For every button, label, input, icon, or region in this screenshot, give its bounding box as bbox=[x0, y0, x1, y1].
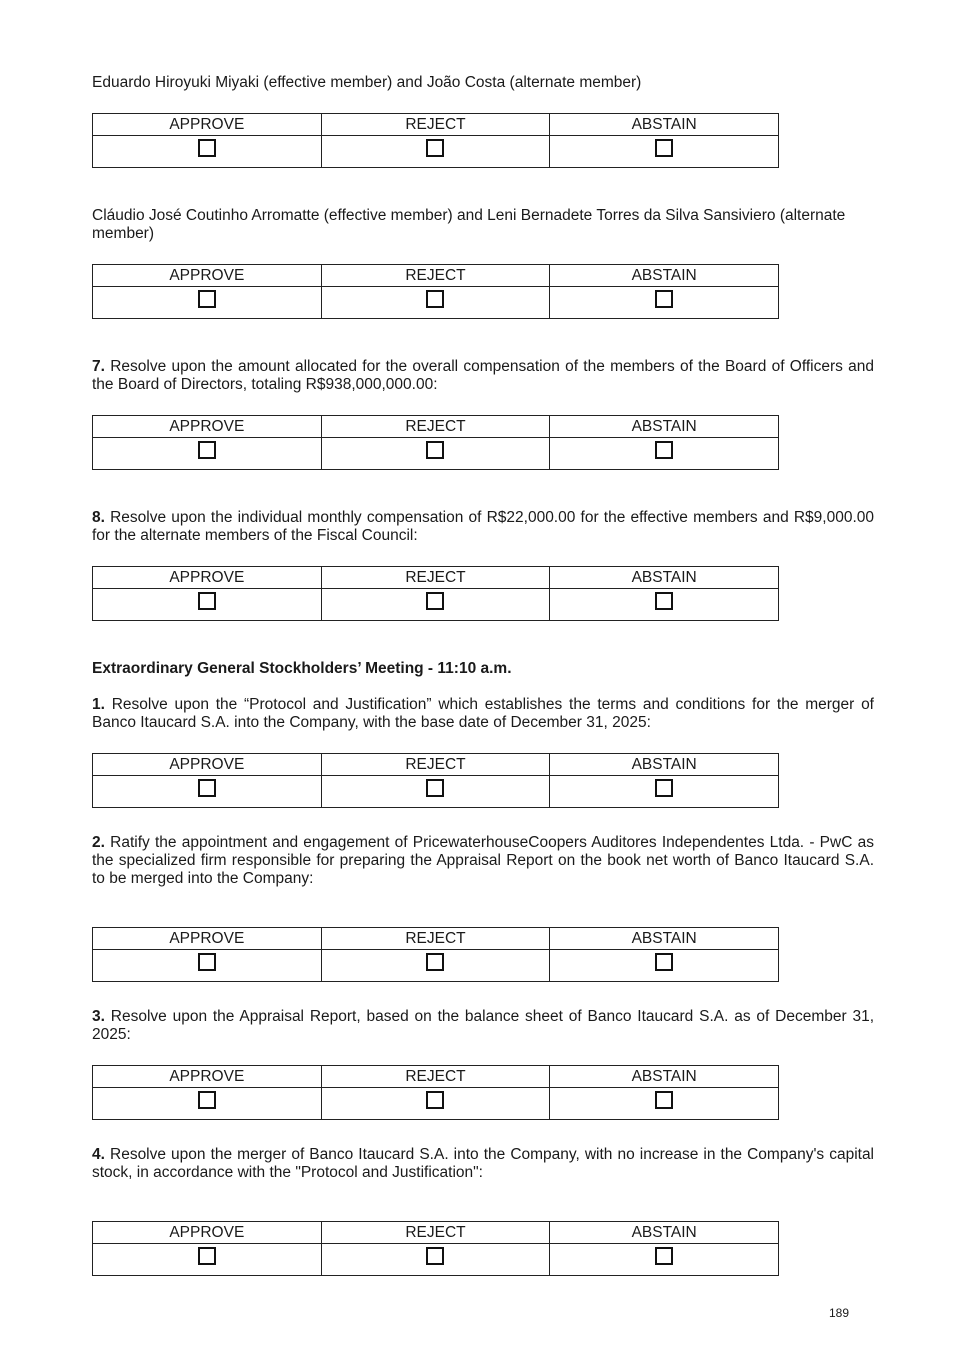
abstain-header: ABSTAIN bbox=[550, 567, 779, 589]
approve-header: APPROVE bbox=[93, 1066, 322, 1088]
resolution-text: 2. Ratify the appointment and engagement of PricewaterhouseCoopers Auditores Independentes Ltda. - PwC as the specialized firm responsible for preparing the Appraisal Report on the book net worth of Banco Itaucard S.A. to be merged into the Company: bbox=[92, 834, 874, 887]
reject-header: REJECT bbox=[321, 754, 550, 776]
resolution-text: Cláudio José Coutinho Arromatte (effective member) and Leni Bernadete Torres da Silva Sansiviero (alternate member) bbox=[92, 207, 846, 242]
vote-table bbox=[92, 927, 779, 982]
approve-header: APPROVE bbox=[93, 416, 322, 438]
resolution-text: 3. Resolve upon the Appraisal Report, based on the balance sheet of Banco Itaucard S.A. as of December 31, 2025: bbox=[92, 1008, 875, 1043]
reject-checkbox[interactable] bbox=[426, 779, 444, 797]
reject-checkbox[interactable] bbox=[426, 953, 444, 971]
abstain-checkbox[interactable] bbox=[655, 441, 673, 459]
resolution-text: 8. Resolve upon the individual monthly compensation of R$22,000.00 for the effective members and R$9,000.00 for the alternate members of the Fiscal Council: bbox=[92, 509, 875, 544]
abstain-header: ABSTAIN bbox=[550, 1222, 779, 1244]
vote-table bbox=[92, 1065, 779, 1120]
resolution-text: Eduardo Hiroyuki Miyaki (effective member) and João Costa (alternate member) bbox=[92, 74, 642, 91]
reject-header: REJECT bbox=[321, 416, 550, 438]
abstain-header: ABSTAIN bbox=[550, 416, 779, 438]
vote-table bbox=[92, 753, 779, 808]
reject-header: REJECT bbox=[321, 265, 550, 287]
vote-table bbox=[92, 415, 779, 470]
abstain-header: ABSTAIN bbox=[550, 754, 779, 776]
abstain-checkbox[interactable] bbox=[655, 1091, 673, 1109]
resolution-text: 1. Resolve upon the “Protocol and Justification” which establishes the terms and conditions for the merger of Banco Itaucard S.A. into the Company, with the base date of December 31, 2025: bbox=[92, 696, 874, 731]
approve-checkbox[interactable] bbox=[198, 1091, 216, 1109]
abstain-header: ABSTAIN bbox=[550, 265, 779, 287]
approve-header: APPROVE bbox=[93, 754, 322, 776]
reject-checkbox[interactable] bbox=[426, 592, 444, 610]
approve-header: APPROVE bbox=[93, 567, 322, 589]
resolution-text: 7. Resolve upon the amount allocated for the overall compensation of the members of the Board of Officers and the Board of Directors, totaling R$938,000,000.00: bbox=[92, 358, 874, 393]
resolution-text: 4. Resolve upon the merger of Banco Itaucard S.A. into the Company, with no increase in the Company's capital stock, in accordance with the "Protocol and Justification": bbox=[92, 1146, 875, 1181]
reject-header: REJECT bbox=[321, 567, 550, 589]
abstain-checkbox[interactable] bbox=[655, 779, 673, 797]
vote-table bbox=[92, 1221, 779, 1276]
abstain-checkbox[interactable] bbox=[655, 290, 673, 308]
reject-checkbox[interactable] bbox=[426, 1091, 444, 1109]
approve-checkbox[interactable] bbox=[198, 953, 216, 971]
approve-checkbox[interactable] bbox=[198, 592, 216, 610]
abstain-checkbox[interactable] bbox=[655, 953, 673, 971]
page-number: 189 bbox=[829, 1306, 850, 1320]
approve-checkbox[interactable] bbox=[198, 441, 216, 459]
approve-checkbox[interactable] bbox=[198, 1247, 216, 1265]
vote-table bbox=[92, 113, 779, 168]
abstain-header: ABSTAIN bbox=[550, 928, 779, 950]
reject-checkbox[interactable] bbox=[426, 441, 444, 459]
abstain-header: ABSTAIN bbox=[550, 1066, 779, 1088]
reject-header: REJECT bbox=[321, 1222, 550, 1244]
approve-checkbox[interactable] bbox=[198, 139, 216, 157]
reject-header: REJECT bbox=[321, 114, 550, 136]
approve-checkbox[interactable] bbox=[198, 290, 216, 308]
approve-header: APPROVE bbox=[93, 1222, 322, 1244]
abstain-checkbox[interactable] bbox=[655, 139, 673, 157]
reject-header: REJECT bbox=[321, 1066, 550, 1088]
approve-checkbox[interactable] bbox=[198, 779, 216, 797]
approve-header: APPROVE bbox=[93, 265, 322, 287]
abstain-header: ABSTAIN bbox=[550, 114, 779, 136]
reject-checkbox[interactable] bbox=[426, 290, 444, 308]
section-heading: Extraordinary General Stockholders’ Meeting - 11:10 a.m. bbox=[92, 660, 512, 677]
abstain-checkbox[interactable] bbox=[655, 592, 673, 610]
reject-checkbox[interactable] bbox=[426, 139, 444, 157]
approve-header: APPROVE bbox=[93, 114, 322, 136]
vote-table bbox=[92, 566, 779, 621]
abstain-checkbox[interactable] bbox=[655, 1247, 673, 1265]
vote-table bbox=[92, 264, 779, 319]
reject-checkbox[interactable] bbox=[426, 1247, 444, 1265]
reject-header: REJECT bbox=[321, 928, 550, 950]
approve-header: APPROVE bbox=[93, 928, 322, 950]
